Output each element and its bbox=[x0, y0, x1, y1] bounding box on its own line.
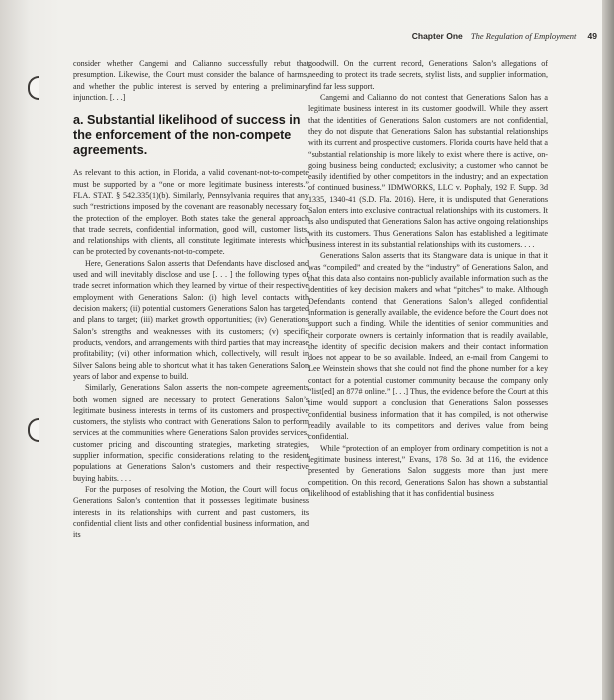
left-paragraph-1: As relevant to this action, in Florida, a valid covenant-not-to-compete must be supported by a “one or more legitimate business interests.” FLA. STAT. § 542.335(1)(b). Similarly, Pennsylvania requires that any such “restrictions imposed by the covenant are reasonably necessary for the protection of the employer. Both states take the general approach that trade secrets, confidential information, good will, customer lists, and relationships with clients, all constitute legitimate interests which can be protected by covenants-not-to-compete. bbox=[73, 168, 309, 257]
page-number: 49 bbox=[587, 31, 597, 41]
left-paragraph-3: Similarly, Generations Salon asserts the non-compete agreements both women signed are necessary to protect Generations Salon’s legitimate business interests in terms of its customers and prospective customers, the stylists who contract with Generations Salon to perform services at the communities where Generations Salon provides services, customer pricing and discounting strategies, marketing strategies, supplier information, specific considerations relating to the resident populations at Generations Salon’s customers and their respective buying habits. . . . bbox=[73, 383, 309, 483]
binder-hole-icon bbox=[28, 418, 39, 442]
left-opening-paragraph: consider whether Cangemi and Calianno successfully rebut that presumption. Likewise, the Court must consider the balance of harms, and whether the public interest is served by entering a preliminary injunction. [. . .] bbox=[73, 59, 309, 102]
right-opening-paragraph: goodwill. On the current record, Generations Salon’s allegations of needing to protect its trade secrets, stylist lists, and supplier information, find far less support. bbox=[308, 59, 548, 91]
section-title: The Regulation of Employment bbox=[470, 31, 577, 41]
right-column bbox=[308, 58, 548, 499]
binder-hole-icon bbox=[28, 76, 39, 100]
left-paragraph-4: For the purposes of resolving the Motion, the Court will focus on Generations Salon’s contention that it possesses legitimate business interests in its relationships with current and past customers, its confidential client lists and other confidential business information, and its bbox=[73, 485, 309, 540]
chapter-label: Chapter One bbox=[411, 31, 463, 41]
right-paragraph-3: While “protection of an employer from ordinary competition is not a legitimate business interest,” Evans, 178 So. 3d at 116, the evidence presented by Generations Salon suggests more than just mere competition. On this record, Generations Salon has shown a substantial likelihood of establishing that it has confidential business bbox=[308, 443, 548, 498]
left-paragraph-2: Here, Generations Salon asserts that Defendants have disclosed and used and will inevitably disclose and use [. . . ] the following types of trade secret information which they learned by virtue of their respective employment with Generations Salon: (i) high level contacts with decision makers; (ii) potential customers Generations Salon has targeted and plans to target; (iii) market growth opportunities; (iv) Generations Salon’s strengths and weaknesses with its customers; (v) specific products, vendors, and arrangements with third parties that may increase profitability; (vi) other information which, collectively, will result in Silver Salons being able to shortcut what it has taken Generations Salon years of labor and expense to build. bbox=[73, 258, 309, 381]
section-heading: a. Substantial likelihood of success in the enforcement of the non-compete agreements. bbox=[73, 113, 301, 158]
right-paragraph-2: Generations Salon asserts that its Stangware data is unique in that it was “compiled” and created by the “industry” of Generations Salon, and that this data also contains non-publicly available information such as the identities of key decision makers and what “pitches” to make. Although Defendants contend that Generations Salon’s alleged confidential information is generally available, the evidence before the Court does not support such a finding. While the identities of senior communities and their corporate owners is certainly information that is readily available, the identity of specific decision makers and their contact information does not appear to be so available. Indeed, an e-mail from Cangemi to Lee Weinstein shows that she could not find the phone number for a key contact for a potential customer community because the company only “list[ed] an 877# online.” [. . .] Thus, the evidence before the Court at this time would support a conclusion that Generations Salon possesses confidential business information that it has compiled, is not otherwise readily available to its competitors and derives value from being confidential. bbox=[308, 251, 548, 442]
left-column bbox=[73, 58, 309, 541]
running-header bbox=[0, 31, 597, 41]
page-gutter-shadow bbox=[602, 0, 614, 700]
right-paragraph-1: Cangemi and Calianno do not contest that Generations Salon has a legitimate business interest in its customer goodwill. While they assert that the identities of Generations Salon customers are not confidential, they do not dispute that Generations Salon has substantial relationships with its current and prospective customers. Florida courts have held that a “substantial relationship is more likely to exist where there is active, on-going business being conducted; exclusivity; a customer who cannot be easily identified by other competitors in the industry; and an expectation of continued business.” IDMWORKS, LLC v. Pophaly, 192 F. Supp. 3d 1335, 1340-41 (S.D. Fla. 2016). Here, it is undisputed that Generations Salon enters into exclusive contractual relationships with its customers. It is also undisputed that Generations Salon has active ongoing relationships with its customers. Thus Generations Salon has established a legitimate business interest in its substantial relationships with its customers. . . . bbox=[308, 92, 548, 249]
